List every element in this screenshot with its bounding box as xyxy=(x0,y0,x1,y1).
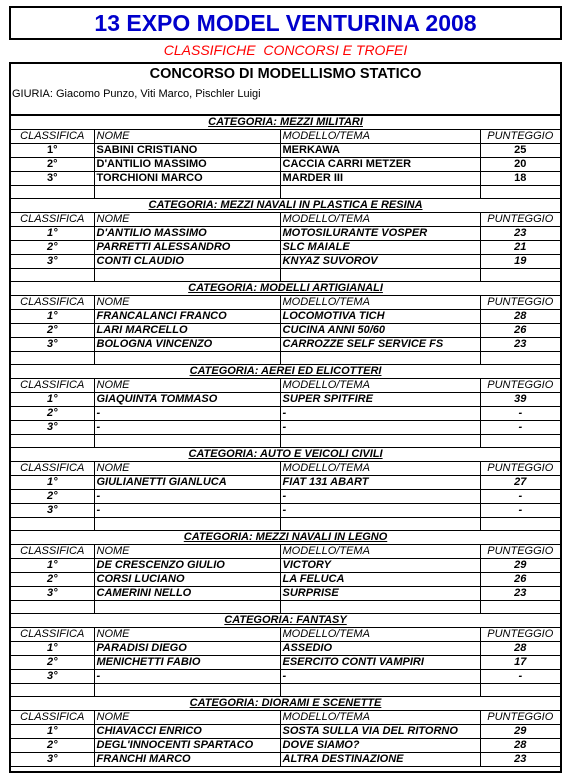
table-row xyxy=(11,559,560,573)
blank-cell xyxy=(94,601,280,614)
table-row xyxy=(11,158,560,172)
column-header-row xyxy=(11,213,560,227)
model-header: MODELLO/TEMA xyxy=(280,628,480,642)
rank-cell: 1° xyxy=(11,476,94,490)
name-cell: BOLOGNA VINCENZO xyxy=(94,338,280,352)
table-row xyxy=(11,490,560,504)
score-cell: 23 xyxy=(480,338,560,352)
model-cell: ESERCITO CONTI VAMPIRI xyxy=(280,656,480,670)
model-cell: MOTOSILURANTE VOSPER xyxy=(280,227,480,241)
name-cell: FRANCHI MARCO xyxy=(94,753,280,767)
blank-cell xyxy=(280,269,480,282)
blank-cell xyxy=(94,518,280,531)
blank-cell xyxy=(94,186,280,199)
table-row xyxy=(11,241,560,255)
model-cell: ASSEDIO xyxy=(280,642,480,656)
rank-header: CLASSIFICA xyxy=(11,213,94,227)
blank-cell xyxy=(480,186,560,199)
score-header: PUNTEGGIO xyxy=(480,130,560,144)
model-cell: FIAT 131 ABART xyxy=(280,476,480,490)
score-cell: 18 xyxy=(480,172,560,186)
name-cell: D'ANTILIO MASSIMO xyxy=(94,158,280,172)
model-header: MODELLO/TEMA xyxy=(280,379,480,393)
blank-cell xyxy=(94,352,280,365)
blank-cell xyxy=(480,352,560,365)
score-cell: 28 xyxy=(480,642,560,656)
blank-cell xyxy=(480,684,560,697)
results-table xyxy=(11,115,560,767)
column-header-row xyxy=(11,296,560,310)
contest-title: CONCORSO DI MODELLISMO STATICO xyxy=(149,66,422,82)
spacer xyxy=(11,104,560,115)
score-cell: 23 xyxy=(480,227,560,241)
model-cell: CACCIA CARRI METZER xyxy=(280,158,480,172)
score-cell: 28 xyxy=(480,739,560,753)
rank-cell: 2° xyxy=(11,158,94,172)
rank-cell: 1° xyxy=(11,642,94,656)
blank-cell xyxy=(280,186,480,199)
blank-cell xyxy=(480,601,560,614)
rank-cell: 3° xyxy=(11,670,94,684)
model-cell: - xyxy=(280,504,480,518)
score-cell: 23 xyxy=(480,587,560,601)
blank-cell xyxy=(11,352,94,365)
model-cell: SUPER SPITFIRE xyxy=(280,393,480,407)
column-header-row xyxy=(11,130,560,144)
table-row xyxy=(11,255,560,269)
blank-cell xyxy=(11,186,94,199)
blank-cell xyxy=(280,518,480,531)
name-cell: MENICHETTI FABIO xyxy=(94,656,280,670)
results-sheet xyxy=(9,62,562,773)
model-cell: DOVE SIAMO? xyxy=(280,739,480,753)
category-title: CATEGORIA: AUTO E VEICOLI CIVILI xyxy=(11,448,560,462)
name-cell: CAMERINI NELLO xyxy=(94,587,280,601)
column-header-row xyxy=(11,545,560,559)
blank-row xyxy=(11,269,560,282)
table-row xyxy=(11,324,560,338)
score-header: PUNTEGGIO xyxy=(480,545,560,559)
score-cell: 28 xyxy=(480,310,560,324)
table-row xyxy=(11,421,560,435)
score-cell: 29 xyxy=(480,725,560,739)
name-cell: D'ANTILIO MASSIMO xyxy=(94,227,280,241)
model-header: MODELLO/TEMA xyxy=(280,545,480,559)
table-row xyxy=(11,407,560,421)
blank-cell xyxy=(11,435,94,448)
rank-cell: 1° xyxy=(11,144,94,158)
column-header-row xyxy=(11,711,560,725)
rank-cell: 3° xyxy=(11,504,94,518)
rank-cell: 1° xyxy=(11,725,94,739)
rank-cell: 1° xyxy=(11,310,94,324)
score-cell: 23 xyxy=(480,753,560,767)
name-cell: - xyxy=(94,407,280,421)
model-cell: - xyxy=(280,421,480,435)
model-cell: KNYAZ SUVOROV xyxy=(280,255,480,269)
blank-cell xyxy=(11,684,94,697)
rank-cell: 3° xyxy=(11,587,94,601)
rank-cell: 2° xyxy=(11,656,94,670)
table-row xyxy=(11,144,560,158)
category-title: CATEGORIA: MODELLI ARTIGIANALI xyxy=(11,282,560,296)
blank-cell xyxy=(280,684,480,697)
model-cell: MARDER III xyxy=(280,172,480,186)
category-row xyxy=(11,697,560,711)
score-cell: 26 xyxy=(480,573,560,587)
rank-header: CLASSIFICA xyxy=(11,545,94,559)
score-header: PUNTEGGIO xyxy=(480,296,560,310)
rank-cell: 1° xyxy=(11,393,94,407)
score-cell: 29 xyxy=(480,559,560,573)
model-cell: LA FELUCA xyxy=(280,573,480,587)
table-row xyxy=(11,739,560,753)
model-header: MODELLO/TEMA xyxy=(280,462,480,476)
name-cell: DEGL'INNOCENTI SPARTACO xyxy=(94,739,280,753)
rank-header: CLASSIFICA xyxy=(11,296,94,310)
category-title: CATEGORIA: MEZZI NAVALI IN PLASTICA E RESINA xyxy=(11,199,560,213)
name-cell: PARADISI DIEGO xyxy=(94,642,280,656)
rank-cell: 2° xyxy=(11,241,94,255)
score-header: PUNTEGGIO xyxy=(480,379,560,393)
blank-cell xyxy=(11,518,94,531)
score-cell: - xyxy=(480,407,560,421)
category-title: CATEGORIA: DIORAMI E SCENETTE xyxy=(11,697,560,711)
table-row xyxy=(11,310,560,324)
score-header: PUNTEGGIO xyxy=(480,213,560,227)
blank-row xyxy=(11,186,560,199)
category-row xyxy=(11,116,560,130)
category-row xyxy=(11,282,560,296)
name-cell: GIULIANETTI GIANLUCA xyxy=(94,476,280,490)
name-header: NOME xyxy=(94,213,280,227)
rank-header: CLASSIFICA xyxy=(11,462,94,476)
name-cell: GIAQUINTA TOMMASO xyxy=(94,393,280,407)
blank-row xyxy=(11,435,560,448)
name-header: NOME xyxy=(94,711,280,725)
rank-cell: 3° xyxy=(11,172,94,186)
table-row xyxy=(11,393,560,407)
blank-cell xyxy=(11,601,94,614)
name-cell: CONTI CLAUDIO xyxy=(94,255,280,269)
blank-cell xyxy=(280,435,480,448)
name-header: NOME xyxy=(94,296,280,310)
table-row xyxy=(11,338,560,352)
blank-row xyxy=(11,518,560,531)
score-cell: - xyxy=(480,421,560,435)
rank-cell: 2° xyxy=(11,490,94,504)
name-cell: TORCHIONI MARCO xyxy=(94,172,280,186)
blank-row xyxy=(11,352,560,365)
model-header: MODELLO/TEMA xyxy=(280,213,480,227)
table-row xyxy=(11,725,560,739)
column-header-row xyxy=(11,628,560,642)
name-cell: - xyxy=(94,490,280,504)
table-row xyxy=(11,172,560,186)
table-row xyxy=(11,753,560,767)
rank-cell: 2° xyxy=(11,407,94,421)
blank-cell xyxy=(280,352,480,365)
model-cell: - xyxy=(280,670,480,684)
name-cell: CHIAVACCI ENRICO xyxy=(94,725,280,739)
category-title: CATEGORIA: MEZZI MILITARI xyxy=(11,116,560,130)
title-box xyxy=(9,6,562,40)
model-cell: MERKAWA xyxy=(280,144,480,158)
category-row xyxy=(11,614,560,628)
category-row xyxy=(11,199,560,213)
rank-cell: 2° xyxy=(11,739,94,753)
category-title: CATEGORIA: MEZZI NAVALI IN LEGNO xyxy=(11,531,560,545)
model-cell: - xyxy=(280,407,480,421)
blank-cell xyxy=(94,684,280,697)
name-cell: CORSI LUCIANO xyxy=(94,573,280,587)
blank-cell xyxy=(11,269,94,282)
page-subtitle: CLASSIFICHE CONCORSI E TROFEI xyxy=(163,42,408,58)
name-cell: - xyxy=(94,421,280,435)
blank-cell xyxy=(480,435,560,448)
blank-row xyxy=(11,684,560,697)
model-header: MODELLO/TEMA xyxy=(280,711,480,725)
blank-cell xyxy=(94,435,280,448)
rank-cell: 1° xyxy=(11,227,94,241)
rank-cell: 3° xyxy=(11,753,94,767)
column-header-row xyxy=(11,379,560,393)
name-cell: DE CRESCENZO GIULIO xyxy=(94,559,280,573)
rank-cell: 1° xyxy=(11,559,94,573)
model-cell: - xyxy=(280,490,480,504)
rank-cell: 2° xyxy=(11,324,94,338)
score-cell: - xyxy=(480,670,560,684)
model-header: MODELLO/TEMA xyxy=(280,296,480,310)
rank-cell: 2° xyxy=(11,573,94,587)
table-row xyxy=(11,587,560,601)
table-row xyxy=(11,656,560,670)
blank-cell xyxy=(480,518,560,531)
rank-cell: 3° xyxy=(11,421,94,435)
category-row xyxy=(11,448,560,462)
name-cell: - xyxy=(94,504,280,518)
name-cell: PARRETTI ALESSANDRO xyxy=(94,241,280,255)
table-row xyxy=(11,573,560,587)
model-cell: LOCOMOTIVA TICH xyxy=(280,310,480,324)
blank-row xyxy=(11,601,560,614)
name-header: NOME xyxy=(94,130,280,144)
category-row xyxy=(11,531,560,545)
score-cell: 17 xyxy=(480,656,560,670)
name-cell: - xyxy=(94,670,280,684)
rank-cell: 3° xyxy=(11,338,94,352)
score-cell: 26 xyxy=(480,324,560,338)
score-header: PUNTEGGIO xyxy=(480,711,560,725)
blank-cell xyxy=(480,269,560,282)
model-cell: SURPRISE xyxy=(280,587,480,601)
table-row xyxy=(11,476,560,490)
name-header: NOME xyxy=(94,462,280,476)
score-cell: 27 xyxy=(480,476,560,490)
category-title: CATEGORIA: FANTASY xyxy=(11,614,560,628)
score-cell: - xyxy=(480,490,560,504)
table-row xyxy=(11,642,560,656)
model-cell: VICTORY xyxy=(280,559,480,573)
model-cell: CUCINA ANNI 50/60 xyxy=(280,324,480,338)
page-title: 13 EXPO MODEL VENTURINA 2008 xyxy=(94,10,477,36)
score-cell: 21 xyxy=(480,241,560,255)
name-header: NOME xyxy=(94,628,280,642)
table-row xyxy=(11,670,560,684)
name-header: NOME xyxy=(94,379,280,393)
name-header: NOME xyxy=(94,545,280,559)
rank-cell: 3° xyxy=(11,255,94,269)
rank-header: CLASSIFICA xyxy=(11,711,94,725)
score-header: PUNTEGGIO xyxy=(480,462,560,476)
table-row xyxy=(11,227,560,241)
score-cell: 19 xyxy=(480,255,560,269)
name-cell: FRANCALANCI FRANCO xyxy=(94,310,280,324)
score-header: PUNTEGGIO xyxy=(480,628,560,642)
rank-header: CLASSIFICA xyxy=(11,379,94,393)
model-cell: CARROZZE SELF SERVICE FS xyxy=(280,338,480,352)
table-row xyxy=(11,504,560,518)
score-cell: - xyxy=(480,504,560,518)
model-cell: SLC MAIALE xyxy=(280,241,480,255)
score-cell: 20 xyxy=(480,158,560,172)
model-cell: SOSTA SULLA VIA DEL RITORNO xyxy=(280,725,480,739)
blank-cell xyxy=(280,601,480,614)
blank-cell xyxy=(94,269,280,282)
score-cell: 25 xyxy=(480,144,560,158)
model-header: MODELLO/TEMA xyxy=(280,130,480,144)
rank-header: CLASSIFICA xyxy=(11,628,94,642)
category-row xyxy=(11,365,560,379)
score-cell: 39 xyxy=(480,393,560,407)
name-cell: SABINI CRISTIANO xyxy=(94,144,280,158)
rank-header: CLASSIFICA xyxy=(11,130,94,144)
column-header-row xyxy=(11,462,560,476)
model-cell: ALTRA DESTINAZIONE xyxy=(280,753,480,767)
jury-line: GIURIA: Giacomo Punzo, Viti Marco, Pischler Luigi xyxy=(12,88,261,100)
name-cell: LARI MARCELLO xyxy=(94,324,280,338)
category-title: CATEGORIA: AEREI ED ELICOTTERI xyxy=(11,365,560,379)
